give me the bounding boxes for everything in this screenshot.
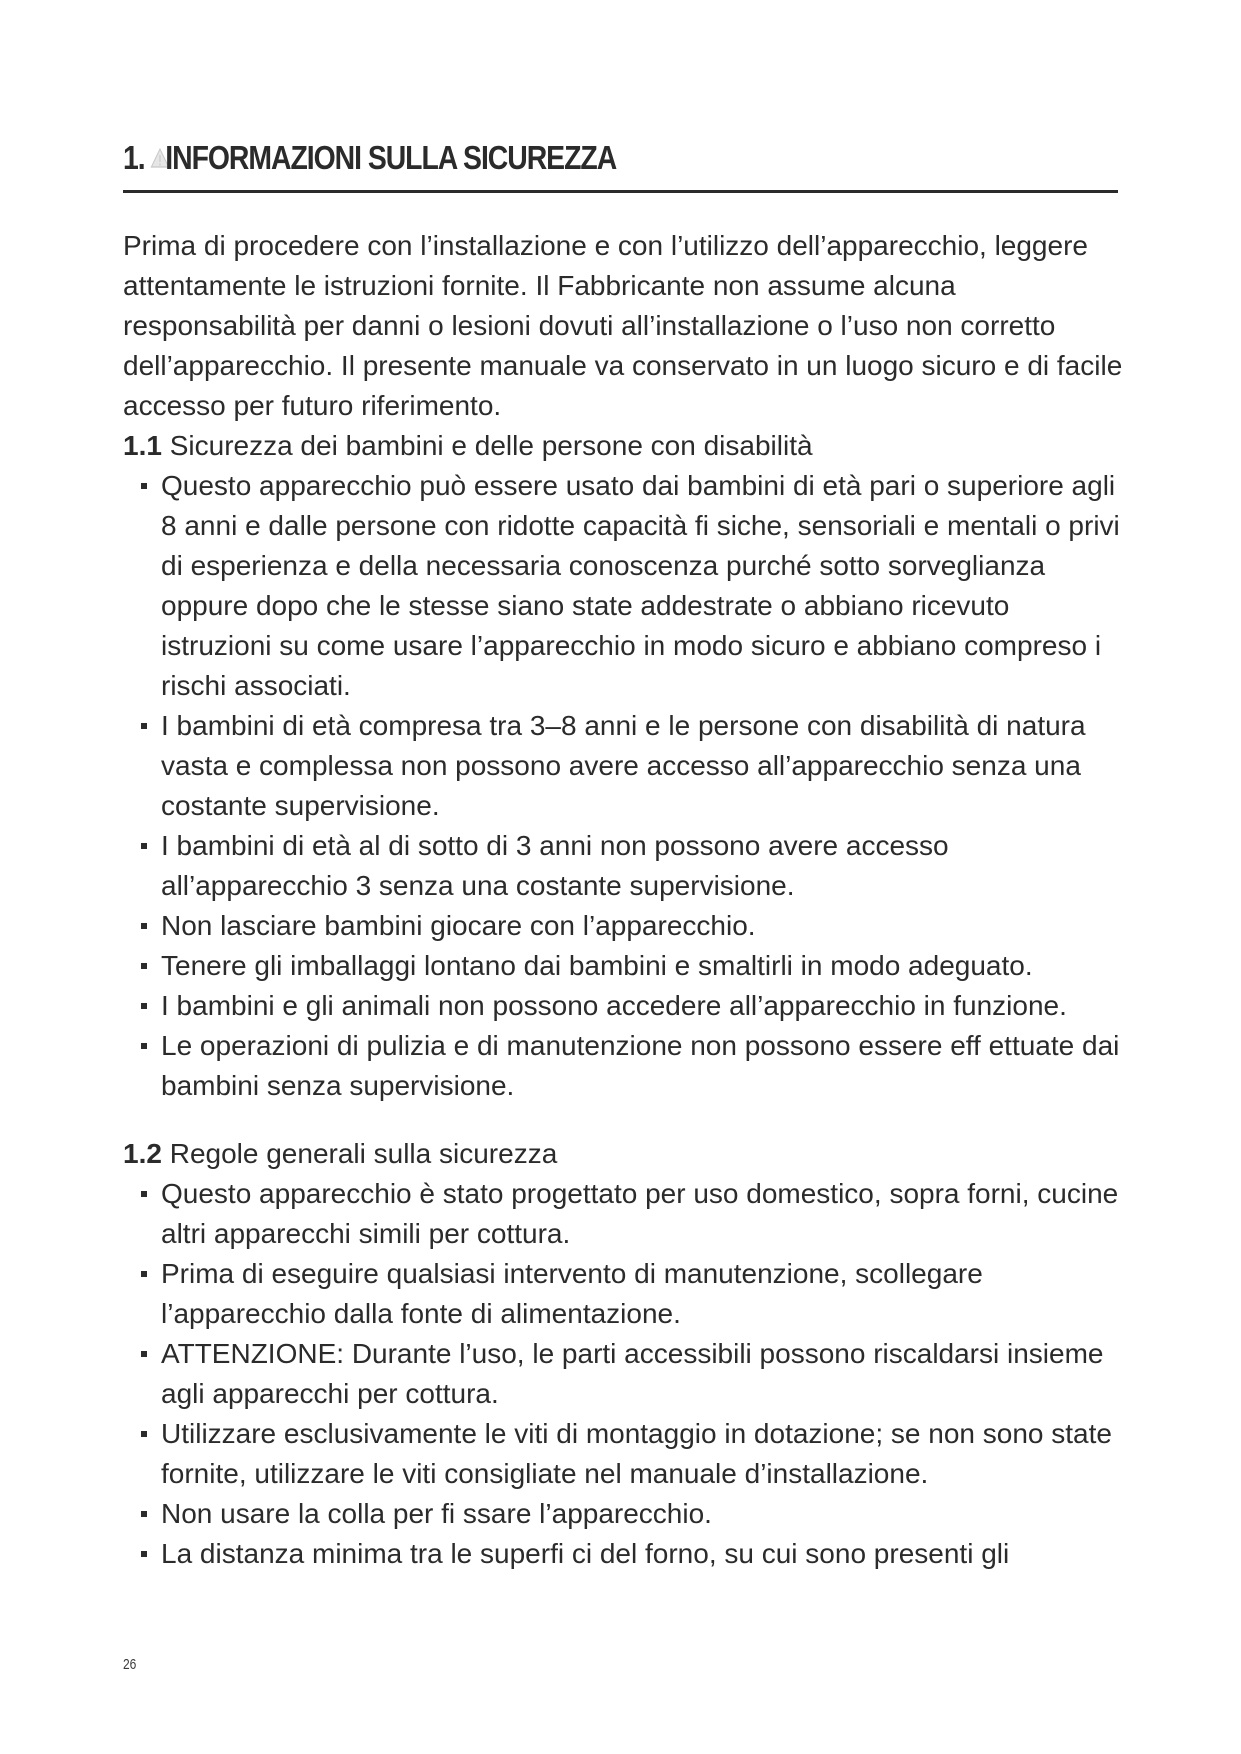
heading-number: 1. <box>123 139 145 176</box>
section-1-2-title: Regole generali sulla sicurezza <box>169 1138 558 1169</box>
list-item: Tenere gli imballaggi lontano dai bambini e smaltirli in modo adeguato. <box>161 946 1123 986</box>
list-item: Non lasciare bambini giocare con l’apparecchio. <box>161 906 1123 946</box>
section-1-1-heading <box>123 426 1123 466</box>
heading-text <box>123 138 616 178</box>
section-1-1-list <box>123 466 1123 1106</box>
heading-title: INFORMAZIONI SULLA SICUREZZA <box>165 139 617 176</box>
section-spacer <box>123 1106 1123 1134</box>
section-1-2-number: 1.2 <box>123 1138 162 1169</box>
page-content <box>123 226 1123 1574</box>
list-item: Non usare la colla per fi ssare l’apparecchio. <box>161 1494 1123 1534</box>
section-1-1-number: 1.1 <box>123 430 162 461</box>
list-item: Utilizzare esclusivamente le viti di montaggio in dotazione; se non sono state fornite, utilizzare le viti consigliate nel manuale d’installazione. <box>161 1414 1123 1494</box>
list-item: La distanza minima tra le superfi ci del forno, su cui sono presenti gli <box>161 1534 1123 1574</box>
list-item: ATTENZIONE: Durante l’uso, le parti accessibili possono riscaldarsi insieme agli apparecchi per cottura. <box>161 1334 1123 1414</box>
list-item: Le operazioni di pulizia e di manutenzione non possono essere eff ettuate dai bambini senza supervisione. <box>161 1026 1123 1106</box>
list-item: I bambini di età al di sotto di 3 anni non possono avere accesso all’apparecchio 3 senza una costante supervisione. <box>161 826 1123 906</box>
section-1-1-title: Sicurezza dei bambini e delle persone con disabilità <box>169 430 813 461</box>
list-item: Prima di eseguire qualsiasi intervento di manutenzione, scollegare l’apparecchio dalla fonte di alimentazione. <box>161 1254 1123 1334</box>
intro-paragraph: Prima di procedere con l’installazione e con l’utilizzo dell’apparecchio, leggere attentamente le istruzioni fornite. Il Fabbricante non assume alcuna responsabilità per danni o lesioni dovuti all’installazione o l’uso non corretto dell’apparecchio. Il presente manuale va conservato in un luogo sicuro e di facile accesso per futuro riferimento. <box>123 230 1123 421</box>
list-item: I bambini di età compresa tra 3–8 anni e le persone con disabilità di natura vasta e complessa non possono avere accesso all’apparecchio senza una costante supervisione. <box>161 706 1123 826</box>
section-1-2-heading <box>123 1134 1123 1174</box>
page-number: 26 <box>123 1656 137 1673</box>
list-item: Questo apparecchio può essere usato dai bambini di età pari o superiore agli 8 anni e dalle persone con ridotte capacità fi siche, sensoriali e mentali o privi di esperienza e della necessaria conoscenza purché sotto sorveglianza oppure dopo che le stesse siano state addestrate o abbiano ricevuto istruzioni su come usare l’apparecchio in modo sicuro e abbiano compreso i rischi associati. <box>161 466 1123 706</box>
list-item: Questo apparecchio è stato progettato per uso domestico, sopra forni, cucine altri apparecchi simili per cottura. <box>161 1174 1123 1254</box>
section-1-2-list <box>123 1174 1123 1574</box>
section-heading <box>123 138 1118 193</box>
list-item: I bambini e gli animali non possono accedere all’apparecchio in funzione. <box>161 986 1123 1026</box>
manual-page <box>123 0 1123 1754</box>
